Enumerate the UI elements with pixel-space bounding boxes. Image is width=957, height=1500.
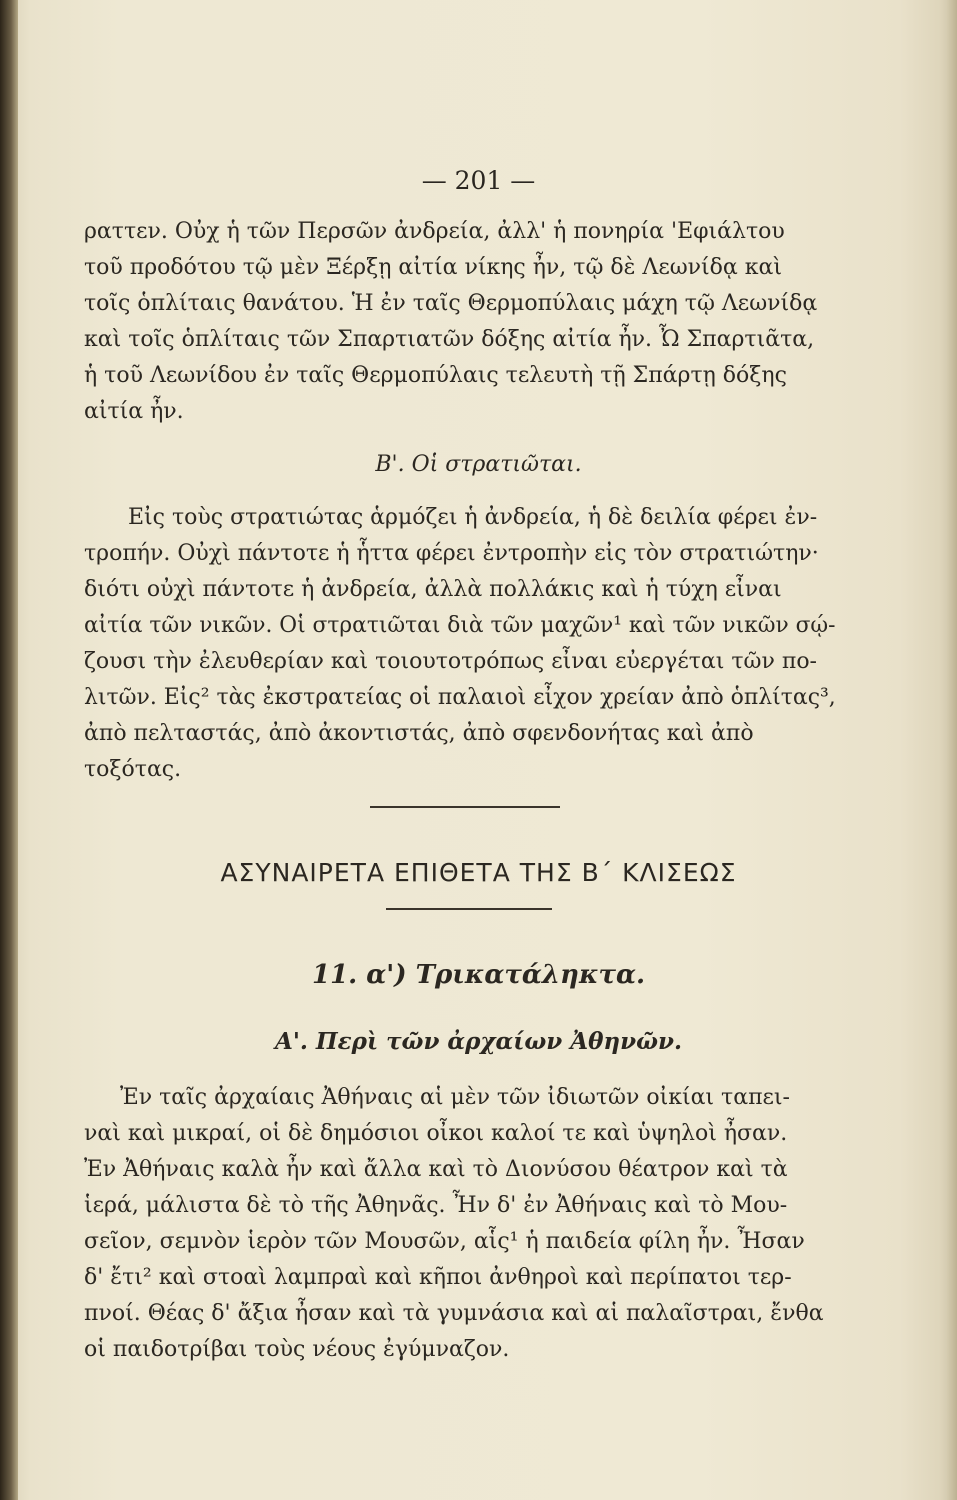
text-line: αἰτία τῶν νικῶν. Οἱ στρατιῶται διὰ τῶν μαχῶν¹ καὶ τῶν νικῶν σῴ- <box>84 613 836 638</box>
text-line: τοῦ προδότου τῷ μὲν Ξέρξῃ αἰτία νίκης ἦν, τῷ δὲ Λεωνίδᾳ καὶ <box>84 255 782 280</box>
text-line: ναὶ καὶ μικραί, οἱ δὲ δημόσιοι οἶκοι καλοί τε καὶ ὑψηλοὶ ἦσαν. <box>84 1121 788 1146</box>
text-line: καὶ τοῖς ὁπλίταις τῶν Σπαρτιατῶν δόξης αἰτία ἦν. Ὦ Σπαρτιᾶτα, <box>84 327 815 352</box>
text-line: Ἐν Ἀθήναις καλὰ ἦν καὶ ἄλλα καὶ τὸ Διονύσου θέατρον καὶ τὰ <box>84 1157 788 1182</box>
paragraph-2 <box>84 500 836 788</box>
section-subtitle: Α'. Περὶ τῶν ἀρχαίων Ἀθηνῶν. <box>275 1028 682 1055</box>
section-title: 11. α') Τρικατάληκτα. <box>312 960 645 990</box>
text-line: διότι οὐχὶ πάντοτε ἡ ἀνδρεία, ἀλλὰ πολλάκις καὶ ἡ τύχη εἶναι <box>84 577 782 602</box>
divider-rule <box>370 806 560 808</box>
subheading-soldiers: Β'. Οἱ στρατιῶται. <box>375 452 582 477</box>
chapter-heading: ΑΣΥΝΑΙΡΕΤΑ ΕΠΙΘΕΤΑ ΤΗΣ Β΄ ΚΛΙΣΕΩΣ <box>220 858 737 887</box>
book-binding <box>0 0 18 1500</box>
text-line: τροπήν. Οὐχὶ πάντοτε ἡ ἧττα φέρει ἐντροπὴν εἰς τὸν στρατιώτην· <box>84 541 819 566</box>
text-line: ἱερά, μάλιστα δὲ τὸ τῆς Ἀθηνᾶς. Ἦν δ' ἐν Ἀθήναις καὶ τὸ Μου- <box>84 1193 788 1218</box>
text-line: τοῖς ὁπλίταις θανάτου. Ἡ ἐν ταῖς Θερμοπύλαις μάχη τῷ Λεωνίδᾳ <box>84 291 818 316</box>
text-line: Εἰς τοὺς στρατιώτας ἁρμόζει ἡ ἀνδρεία, ἡ δὲ δειλία φέρει ἐν- <box>128 505 818 530</box>
text-line: ἀπὸ πελταστάς, ἀπὸ ἀκοντιστάς, ἀπὸ σφενδονήτας καὶ ἀπὸ <box>84 721 754 746</box>
text-line: λιτῶν. Εἰς² τὰς ἐκστρατείας οἱ παλαιοὶ εἶχον χρείαν ἀπὸ ὁπλίτας³, <box>84 685 836 710</box>
text-line: τοξότας. <box>84 757 182 782</box>
text-line: σεῖον, σεμνὸν ἱερὸν τῶν Μουσῶν, αἷς¹ ἡ παιδεία φίλη ἦν. Ἦσαν <box>84 1229 805 1254</box>
text-line: Ἐν ταῖς ἀρχαίαις Ἀθήναις αἱ μὲν τῶν ἰδιωτῶν οἰκίαι ταπει- <box>120 1085 790 1110</box>
divider-rule <box>386 908 552 910</box>
text-line: ραττεν. Οὐχ ἡ τῶν Περσῶν ἀνδρεία, ἀλλ' ἡ πονηρία 'Εφιάλτου <box>84 219 785 244</box>
text-line: αἰτία ἦν. <box>84 399 184 424</box>
paragraph-3 <box>84 1080 836 1368</box>
text-line: ἡ τοῦ Λεωνίδου ἐν ταῖς Θερμοπύλαις τελευτὴ τῇ Σπάρτῃ δόξης <box>84 363 787 388</box>
text-line: δ' ἔτι² καὶ στοαὶ λαμπραὶ καὶ κῆποι ἀνθηροὶ καὶ περίπατοι τερ- <box>84 1265 792 1290</box>
text-line: οἱ παιδοτρίβαι τοὺς νέους ἐγύμναζον. <box>84 1337 510 1362</box>
page-number: — 201 — <box>421 166 536 195</box>
page-edge <box>947 0 957 1500</box>
text-line: πνοί. Θέας δ' ἄξια ἦσαν καὶ τὰ γυμνάσια καὶ αἱ παλαῖστραι, ἔνθα <box>84 1301 824 1326</box>
paragraph-1 <box>84 214 836 430</box>
text-line: ζουσι τὴν ἐλευθερίαν καὶ τοιουτοτρόπως εἶναι εὐεργέται τῶν πο- <box>84 649 817 674</box>
